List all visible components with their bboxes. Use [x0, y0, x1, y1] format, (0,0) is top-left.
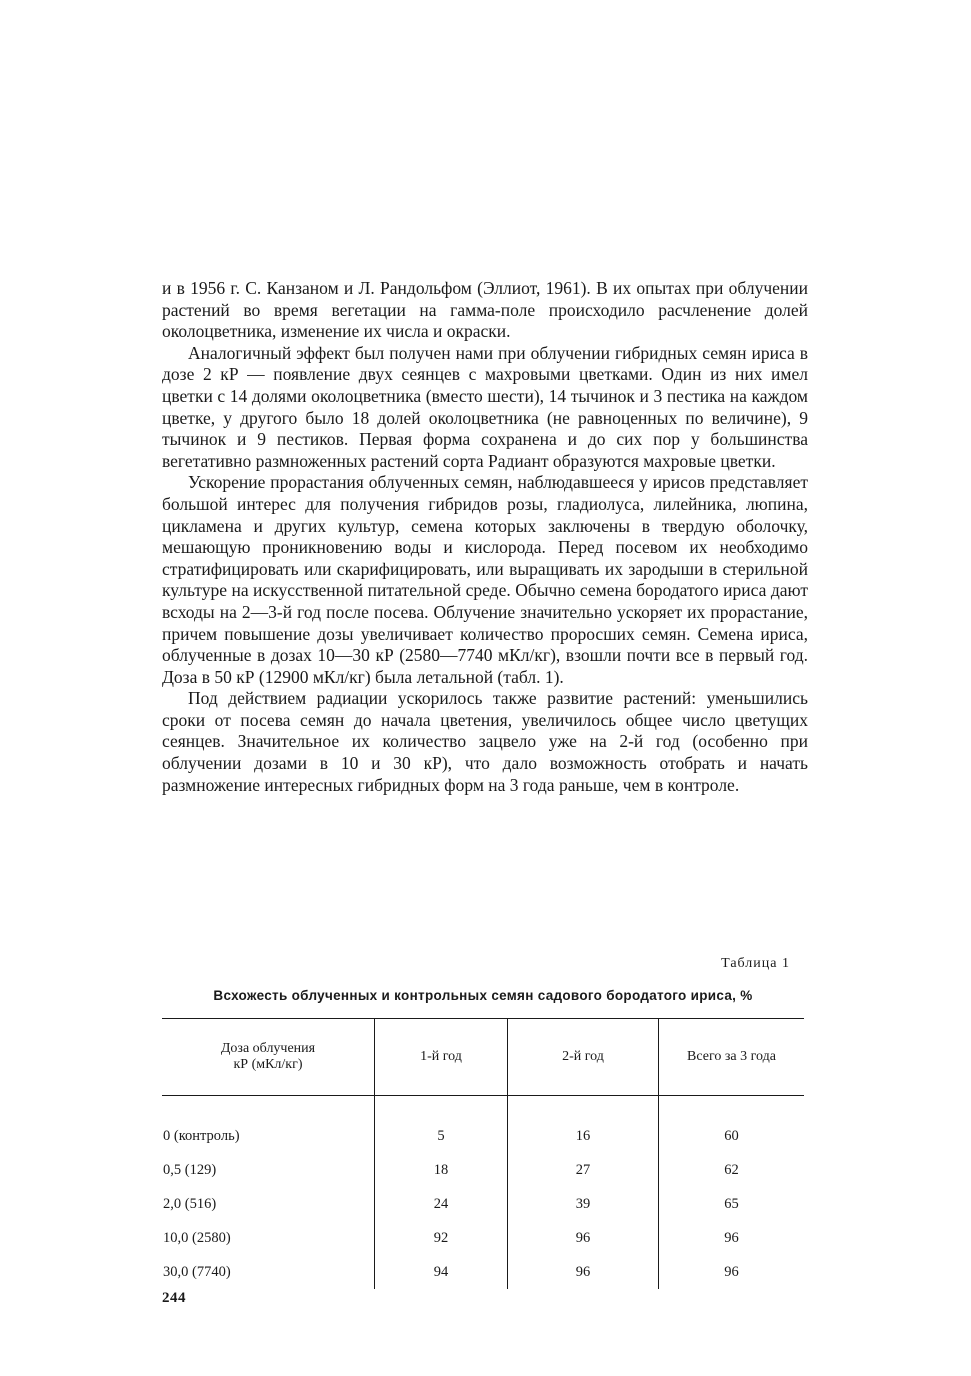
- paragraph-2: Аналогичный эффект был получен нами при облучении гибридных семян ириса в дозе 2 кР — появление двух сеянцев с махровыми цветками. Один из них имел цветки с 14 долями околоцветника (вместо шести), 14 тычинок и 3 пестика на каждом цветке, у другого было 18 долей околоцветника (не равноценных по величине), 9 тычинок и 9 пестиков. Первая форма сохранена и до сих пор у большинства вегетативно размноженных растений сорта Радиант образуются махровые цветки.: [162, 342, 808, 471]
- cell-year1: 94: [375, 1255, 508, 1289]
- cell-year2: 16: [508, 1096, 659, 1154]
- cell-total: 62: [659, 1153, 805, 1187]
- cell-total: 65: [659, 1187, 805, 1221]
- germination-table: [162, 1018, 804, 1289]
- paragraph-3: Ускорение прорастания облученных семян, наблюдавшееся у ирисов представляет большой интерес для получения гибридов розы, гладиолуса, лилейника, люпина, цикламена и других культур, семена которых заключены в твердую оболочку, мешающую проникновению воды и кислорода. Перед посевом их необходимо стратифицировать или скарифицировать, или выращивать их зародыши в стерильной культуре на искусственной питательной среде. Обычно семена бородатого ириса дают всходы на 2—3-й год после посева. Облучение значительно ускоряет их прорастание, причем повышение дозы увеличивает количество проросших семян. Семена ириса, облученные в дозах 10—30 кР (2580—7740 мКл/кг), взошли почти все в первый год. Доза в 50 кР (12900 мКл/кг) была летальной (табл. 1).: [162, 472, 808, 687]
- cell-dose: 0,5 (129): [163, 1161, 217, 1178]
- cell-dose: 10,0 (2580): [163, 1229, 231, 1246]
- cell-total: 60: [659, 1096, 805, 1154]
- header-total: Всего за 3 года: [659, 1019, 805, 1096]
- paragraph-4: Под действием радиации ускорилось также развитие растений: уменьшились сроки от посева семян до начала цветения, увеличилось общее число цветущих сеянцев. Значительное их количество зацвело уже на 2-й год (особенно при облучении дозами в 10 и 30 кР), что дало возможность отобрать и начать размножение интересных гибридных форм на 3 года раньше, чем в контроле.: [162, 688, 808, 795]
- cell-year2: 96: [508, 1255, 659, 1289]
- header-year1: 1-й год: [375, 1019, 508, 1096]
- table-header-row: [162, 1019, 804, 1096]
- table-row: [162, 1221, 804, 1255]
- cell-dose: 2,0 (516): [163, 1195, 217, 1212]
- cell-total: 96: [659, 1221, 805, 1255]
- cell-year1: 5: [375, 1096, 508, 1154]
- cell-total: 96: [659, 1255, 805, 1289]
- table-title: Всхожесть облученных и контрольных семян садового бородатого ириса, %: [213, 988, 753, 1003]
- table-row: [162, 1096, 804, 1154]
- body-text: [162, 278, 808, 796]
- cell-year1: 24: [375, 1187, 508, 1221]
- table-row: [162, 1255, 804, 1289]
- cell-dose: 0 (контроль): [163, 1127, 240, 1144]
- cell-year1: 18: [375, 1153, 508, 1187]
- header-year2: 2-й год: [508, 1019, 659, 1096]
- table-row: [162, 1153, 804, 1187]
- cell-year2: 39: [508, 1187, 659, 1221]
- cell-year2: 96: [508, 1221, 659, 1255]
- header-dose: Доза облучения кР (мКл/кг): [162, 1019, 375, 1096]
- paragraph-1: и в 1956 г. С. Канзаном и Л. Рандольфом (Эллиот, 1961). В их опытах при облучении растений во время вегетации на гамма-поле происходило расчленение долей околоцветника, изменение их числа и окраски.: [162, 278, 808, 342]
- cell-dose: 30,0 (7740): [163, 1263, 231, 1280]
- page-number: 244: [162, 1290, 186, 1306]
- table-caption: Таблица 1: [721, 956, 790, 971]
- cell-year1: 92: [375, 1221, 508, 1255]
- cell-year2: 27: [508, 1153, 659, 1187]
- table-row: [162, 1187, 804, 1221]
